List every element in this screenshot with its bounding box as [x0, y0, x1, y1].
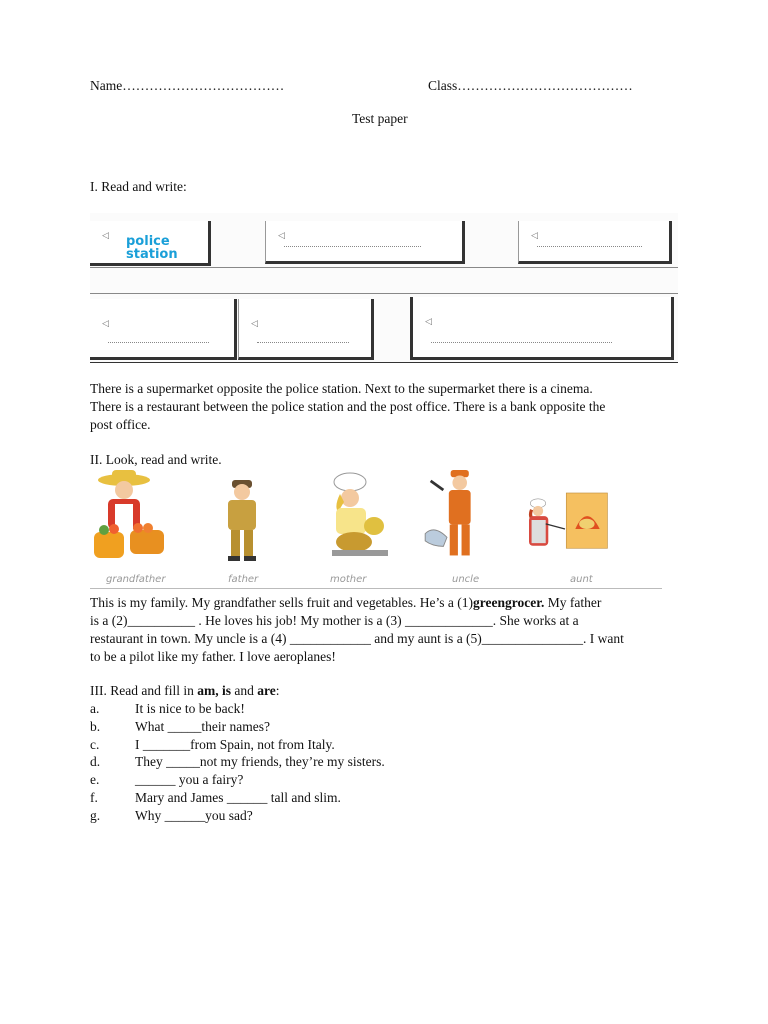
pilot-figure — [202, 470, 292, 570]
baker-figure — [520, 470, 610, 570]
uncle-figure — [412, 470, 502, 570]
map-building-blank-2 — [518, 221, 672, 264]
example-answer: greengrocer. — [473, 595, 545, 610]
caption-aunt: aunt — [570, 574, 593, 585]
exercise-item: a. It is nice to be back! — [90, 701, 245, 716]
page-title: Test paper — [352, 111, 408, 126]
map-building-blank-4 — [238, 299, 374, 360]
caption-grandfather: grandfather — [106, 574, 166, 585]
exercise-item: c. I _______from Spain, not from Italy. — [90, 737, 335, 752]
map-building-blank-1 — [265, 221, 465, 264]
building-marker-icon: ◁ — [102, 319, 109, 329]
map-building-police-station — [90, 221, 211, 266]
street-map-image — [90, 213, 678, 363]
building-marker-icon: ◁ — [278, 231, 285, 241]
exercise-item: g. Why ______you sad? — [90, 808, 253, 823]
section-2-heading: II. Look, read and write. — [90, 452, 222, 467]
section-2-text: This is my family. My grandfather sells fruit and vegetables. He’s a (1)greengrocer. My father is a (2)__________ . He loves his job! My mother is a (3) _____________. She works at a restaurant in town. My uncle is a (4) ____________ and my aunt is a (5)_______________. I want to be a pilot like my father. I love aeroplanes! — [90, 595, 624, 664]
building-marker-icon: ◁ — [251, 319, 258, 329]
road-line — [90, 293, 678, 294]
greengrocer-figure — [90, 470, 180, 570]
building-marker-icon: ◁ — [425, 317, 432, 327]
road-line — [90, 267, 678, 268]
exercise-item: d. They _____not my friends, they’re my sisters. — [90, 754, 385, 769]
cook-figure — [314, 470, 404, 570]
class-field-label: Class………………………………… — [428, 78, 633, 93]
map-building-blank-5 — [410, 297, 674, 360]
building-marker-icon: ◁ — [531, 231, 538, 241]
map-building-blank-3 — [90, 299, 237, 360]
name-field-label: Name……………………………… — [90, 78, 285, 93]
family-illustration — [90, 470, 662, 592]
section-1-text: There is a supermarket opposite the police station. Next to the supermarket there is a cinema. There is a restaurant between the police station and the post office. There is a bank opposite the post office. — [90, 381, 606, 432]
caption-father: father — [228, 574, 259, 585]
section-3-heading: III. Read and fill in am, is and are: — [90, 683, 280, 698]
exercise-item: e. ______ you a fairy? — [90, 772, 244, 787]
exercise-item: b. What _____their names? — [90, 719, 270, 734]
caption-mother: mother — [330, 574, 367, 585]
building-marker-icon: ◁ — [102, 231, 109, 241]
exercise-item: f. Mary and James ______ tall and slim. — [90, 790, 341, 805]
section-1-heading: I. Read and write: — [90, 179, 187, 194]
police-station-label: police station — [126, 234, 178, 262]
caption-uncle: uncle — [452, 574, 480, 585]
